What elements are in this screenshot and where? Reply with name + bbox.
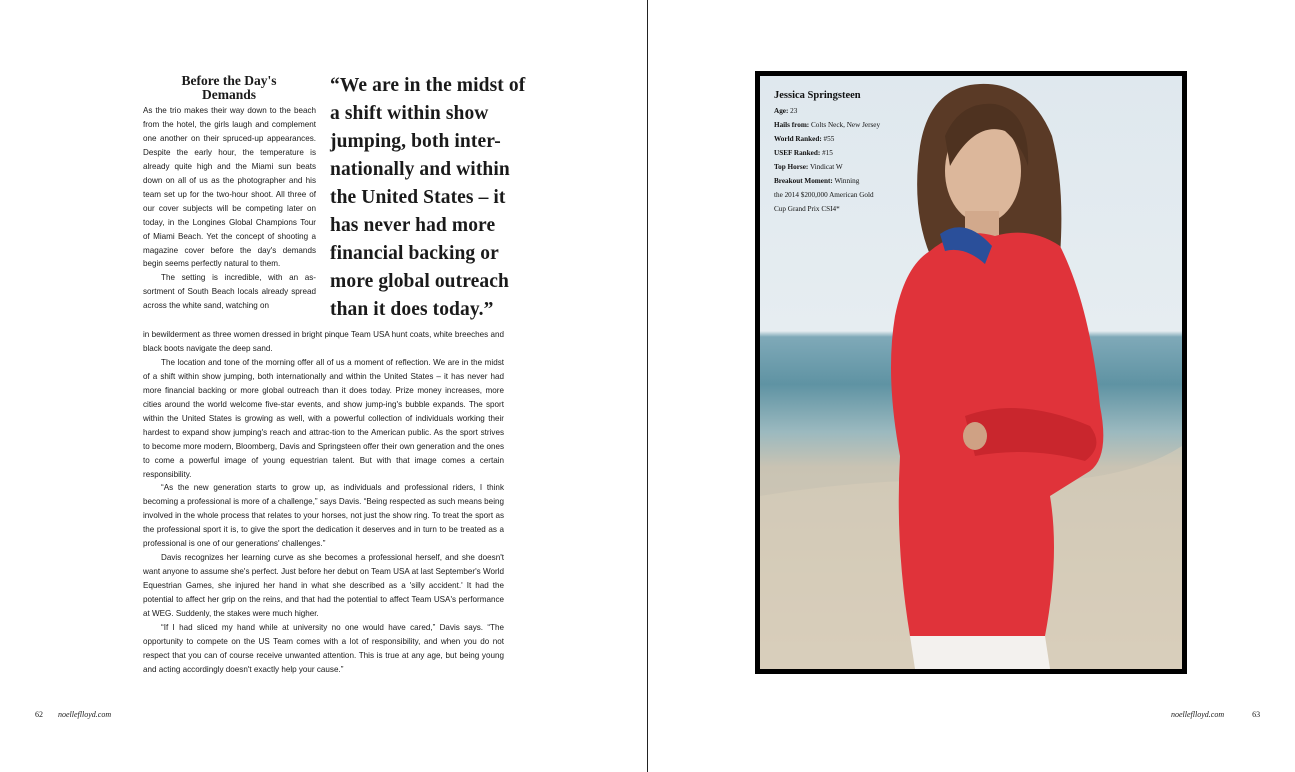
paragraph-3: in bewilderment as three women dressed in bright pinque Team USA hunt coats, white breeches and black boots navigate the deep sand. [143,330,504,353]
age-row: Age: 23 [774,107,798,115]
breakout-row: Breakout Moment: Winning [774,177,860,185]
world-rank-row: World Ranked: #55 [774,135,835,143]
paragraph-5: “As the new generation starts to grow up, as individuals and professional riders, I think becoming a professional is more of a challenge,” says Davis. “Being respected as such means being involved in the whole process that relates to your horses, not just the show ring. To treat the sport as the professional sport it is, to give the sport the dedication it deserves and in turn to be treated as a professional is one of our generations' challenges.” [143,483,504,549]
left-page [0,0,647,772]
site-url-right: noelleflloyd.com [1171,710,1225,719]
usef-rank-row: USEF Ranked: #15 [774,149,833,157]
rider-profile [774,89,924,216]
photo-frame [755,71,1187,674]
page-number-left: 62 [35,710,43,719]
portrait-photo [760,76,1182,669]
paragraph-2: The setting is incredible, with an as-sortment of South Beach locals already spread across the white sand, watching on [143,273,316,311]
paragraph-7: “If I had sliced my hand while at university no one would have cared,” Davis says. “The opportunity to compete on the US Team comes with a lot of responsibility, and when you do not respect that you can of course receive unwanted attention. This is true at any age, but being young and acting accordingly doesn't exactly help your cause.” [143,623,504,674]
paragraph-1: As the trio makes their way down to the beach from the hotel, the girls laugh and complement one another on their spruced-up appearances. Despite the early hour, the temperature is already quite high and the Miami sun beats down on all of us as the photographer and his team set up for the two-hour shoot. All three of our cover subjects will be competing later on today, in the Longines Global Champions Tour of Miami Beach. Yet the concept of shooting a magazine cover before the day's demands begin seems perfectly natural to them. [143,106,316,269]
left-folio [35,710,111,719]
pull-quote: “We are in the midst of a shift within show jumping, both inter-nationally and within the United States – it has never had more financial backing or more global outreach than it does today.” [330,75,526,320]
top-horse-row: Top Horse: Vindicat W [774,163,843,171]
hometown-row: Hails from: Colts Neck, New Jersey [774,121,881,129]
narrow-text-column [143,104,316,313]
paragraph-4: The location and tone of the morning offer all of us a moment of reflection. We are in the midst of a shift within show jumping, both internationally and within the United States – it has never had more financial backing or more global outreach than it does today. Prize money increases, more cities around the world welcome five-star events, and show jump-ing's bubble expands. The sport within the United States is growing as well, with a powerful collection of individuals working their hardest to expand show jumping's reach and attrac-tion to the American public. As the sport strives to become more modern, Bloomberg, Davis and Springsteen offer their own generation and the ones to come a powerful image of young equestrian talent. But with that image comes a certain responsibility. [143,357,504,479]
paragraph-6: Davis recognizes her learning curve as she becomes a professional herself, and she doesn't want anyone to assume she's perfect. Just before her debut on Team USA at last September's World Equestrian Games, she injured her hand in what she described as a 'silly accident.' It had the potential to affect her grip on the reins, and that had the potential to affect Team USA's performance at WEG. Suddenly, the stakes were much higher. [143,553,504,619]
right-folio [1171,710,1260,719]
breakout-line-3: Cup Grand Prix CSI4* [774,205,840,213]
page-number-right: 63 [1252,710,1261,719]
breakout-line-2: the 2014 $200,000 American Gold [774,191,874,199]
section-heading: Before the Day's Demands [181,73,277,102]
rider-name: Jessica Springsteen [774,90,861,101]
site-url-left: noelleflloyd.com [58,710,112,719]
wide-text-column [143,328,504,677]
